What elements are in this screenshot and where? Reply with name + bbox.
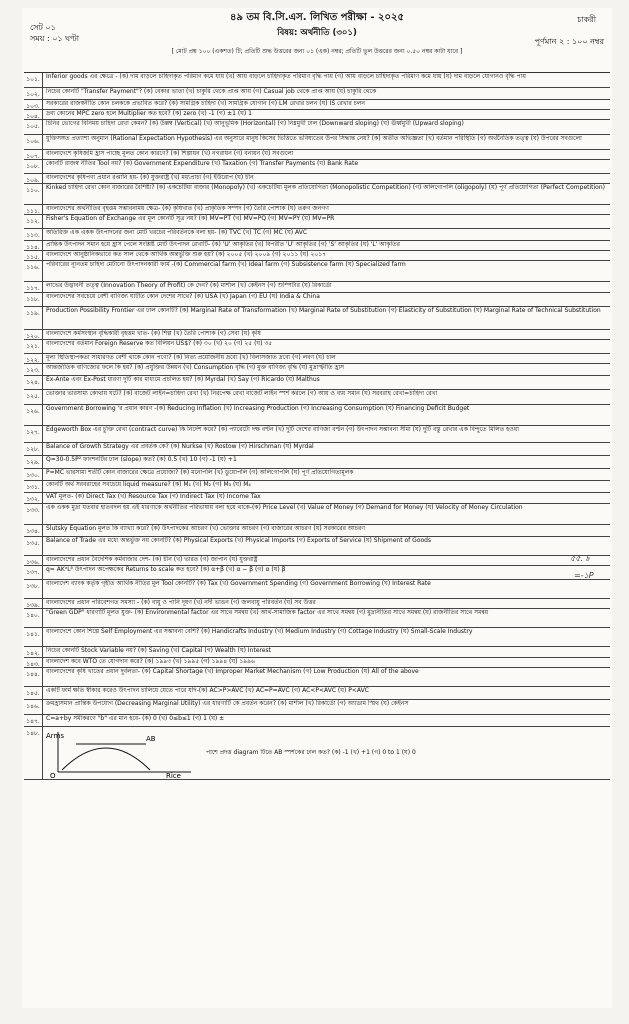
tangent-diagram <box>46 728 196 778</box>
question-row <box>24 668 610 687</box>
question-row <box>24 481 610 493</box>
question-number: ১৪৩. <box>24 658 43 667</box>
exam-code: চাকরী <box>577 15 596 24</box>
question-number: ১৩৪. <box>24 525 43 536</box>
question-row <box>24 215 610 229</box>
question-text: Edgeworth Box এর চুক্তি রেখা (contract curve) কি নির্দেশ করে? (ক) প্যারেটো দক্ষ বণ্টন (খ) দুটি দেশের বাণিজ্য বণ্টন (গ) উৎপাদন সম্ভাবনা সীমা (ঘ) দুটি বস্তু রেখার এক বিন্দুতে মিলিত হওয়া <box>46 426 519 433</box>
question-number: ১০৮. <box>24 160 43 173</box>
question-text: নিচের কোনটি Stock Variable নয়? (ক) Saving (খ) Capital (গ) Wealth (ঘ) Interest <box>46 647 272 654</box>
question-number: ১০১. <box>24 73 43 87</box>
question-row <box>24 184 610 205</box>
question-number: ১৩০. <box>24 469 43 480</box>
diagram-question <box>43 727 610 779</box>
question-number: ১১০. <box>24 184 43 204</box>
question-row <box>24 307 610 330</box>
question-number: ১২১. <box>24 340 43 353</box>
question-number: ১১৭. <box>24 282 43 292</box>
question-number: ১০৩. <box>24 100 43 109</box>
question-number: ১৪১. <box>24 628 43 646</box>
question-text: Balance of Trade এর মধ্যে অন্তর্ভুক্ত নয় কোনটি? (ক) Physical Exports (খ) Physical Imports (গ) Exports of Service (ঘ) Shipment of Goods <box>46 537 432 544</box>
question-row <box>24 727 610 780</box>
question-table <box>24 72 610 780</box>
question-number: ১০৯. <box>24 174 43 183</box>
question-row <box>24 609 610 628</box>
question-number: ১১৮. <box>24 293 43 306</box>
question-text: বাংলাদেশের প্রধান পরিবেশগত সমস্যা - (ক) বায়ু ও পানি দূষণ (খ) নদী ভাঙন (গ) জলবায়ু পরিবর্তন (ঘ) সব উত্তর <box>46 599 316 606</box>
question-row <box>24 340 610 354</box>
question-row <box>24 658 610 668</box>
question-number: ১৩৬. <box>24 556 43 565</box>
question-row <box>24 364 610 376</box>
question-text: বাংলাদেশের কৃষিপণ্য প্রধান রপ্তানি হয়- (ক) যুক্তরাষ্ট্র (খ) মধ্যপ্রাচ্য (গ) ইউরোপ (ঘ) চীন <box>46 174 254 181</box>
question-text: বাংলাদেশ কবে WTO তে যোগদান করে? (ক) ১৯৯৩ (খ) ১৯৯৫ (গ) ১৯৯৪ (ঘ) ১৯৯৬ <box>46 658 255 665</box>
question-number: ১৩২. <box>24 493 43 503</box>
exam-subject: বিষয়: অর্থনীতি (৩০১) <box>277 28 357 38</box>
question-row <box>24 687 610 700</box>
question-row <box>24 205 610 215</box>
exam-marks: পূর্ণমান ২ : ১০০ নম্বর <box>534 37 604 46</box>
question-number: ১১৪. <box>24 241 43 250</box>
question-text: বাংলাদেশ ব্যাংক কর্তৃক গৃহীত আর্থিক নীতির মূল Tool কোনটি? (ক) Tax (খ) Government Spending (গ) Government Borrowing (ঘ) Interest Rate <box>46 580 431 587</box>
question-text: আন্তর্জাতিক বাণিজ্যের ফলে কি হয়? (ক) প্রযুক্তির উন্নয়ন (খ) Consumption বৃদ্ধি (গ) মুক্ত বাণিজ্য বৃদ্ধি (ঘ) মুদ্রাস্ফীতি হ্রাস <box>46 364 345 371</box>
set-number: সেট ০১ <box>30 23 56 32</box>
question-text: বাংলাদেশের প্রধান বৈদেশিক কর্মবাজার দেশ- (ক) চীন (খ) ভারত (গ) জাপান (ঘ) যুক্তরাষ্ট্র <box>46 556 258 563</box>
question-row <box>24 390 610 405</box>
question-number: ১৪০. <box>24 609 43 627</box>
question-number: ১৩১. <box>24 481 43 492</box>
question-row <box>24 628 610 647</box>
question-number: ১৩৮. <box>24 580 43 598</box>
question-number: ১১৯. <box>24 307 43 329</box>
question-number: ১১৩. <box>24 229 43 240</box>
question-number: ১২৫. <box>24 390 43 404</box>
question-number: ১৪৭. <box>24 715 43 726</box>
question-row <box>24 537 610 556</box>
question-text: ক্রমহ্রাসমান প্রান্তিক উপযোগ (Decreasing Marginal Utility) এর ধারণাটি কে প্রবর্তন করেন? (ক) মার্শাল (খ) রিকার্ডো (গ) অ্যাডাম স্মিথ (ঘ) কেইনস <box>46 700 409 707</box>
question-number: ১৪৮. <box>24 727 43 779</box>
question-row <box>24 73 610 88</box>
question-row <box>24 504 610 525</box>
question-number: ১৪৫. <box>24 687 43 699</box>
question-number: ১১২. <box>24 215 43 228</box>
question-text: q= AKᵅLᵝ উৎপাদন অপেক্ষকের Returns to scale কত হবে? (ক) α+β (খ) α − β (গ) α (ঘ) β <box>46 566 286 573</box>
question-text: চিনির ভোগের বিনিময় চাহিদা রেখা কেমন? (ক) উল্লম্ব (Vertical) (খ) আনুভূমিক (Horizontal) (গ) নিম্নমুখী ঢাল (Downward sloping) (ঘ) ঊর্ধ্বমুখী (Upward sloping) <box>46 120 464 127</box>
handwritten-note: =-১P <box>574 571 594 580</box>
question-row <box>24 150 610 160</box>
question-row <box>24 469 610 481</box>
question-text: Balance of Growth Strategy এর প্রবর্তক কে? (ক) Nurkse (খ) Rostow (গ) Hirschman (ঘ) Myrdal <box>46 443 314 450</box>
question-text: ভোক্তার ভারসাম্য কোথায় ঘটে? (ক) বাজেট লাইন=চাহিদা রেখা (খ) নিরপেক্ষ রেখা বাজেট লাইন স্পর্শ করলে (গ) আয় ও ব্যয় সমান (ঘ) সরবরাহ রেখা=চাহিদা রেখা <box>46 390 438 397</box>
question-text: দ্রব্য কোনের MPC zero হলে Multiplier কত হবে? (ক) zero (খ) -1 (গ) ±1 (ঘ) 1 <box>46 110 252 117</box>
question-row <box>24 251 610 261</box>
question-number: ১৩৩. <box>24 504 43 524</box>
question-row <box>24 174 610 184</box>
tangent-label: AB <box>146 735 156 743</box>
question-number: ১২৭. <box>24 426 43 442</box>
handwritten-note: ৫৫. ৳ <box>570 554 590 563</box>
question-row <box>24 556 610 566</box>
question-text: একটি ফার্ম ক্ষতি স্বীকার করেও উৎপাদন চালিয়ে যেতে পারে যদি-(ক) AC>P>AVC (খ) AC=P=AVC (গ) AC<P<AVC (ঘ) P<AVC <box>46 687 369 694</box>
question-row <box>24 376 610 390</box>
question-number: ১০৪. <box>24 110 43 119</box>
question-number: ১১৫. <box>24 251 43 260</box>
question-number: ১৩৫. <box>24 537 43 555</box>
question-text: নিচের কোনটি "Transfer Payment"? (ক) বেকার ভাতা (খ) চাকুরি থেকে প্রাপ্ত আয় (গ) Casual job থেকে প্রাপ্ত আয় (ঘ) চাকুরি থেকে <box>46 88 377 95</box>
question-text: কোনটি রাজস্ব নীতির Tool নয়? (ক) Government Expenditure (খ) Taxation (গ) Transfer Payments (ঘ) Bank Rate <box>46 160 359 167</box>
question-row <box>24 426 610 443</box>
question-number: ১৪২. <box>24 647 43 657</box>
question-text: যুক্তিসঙ্গত প্রত্যাশা অনুমান (Rational Expectation Hypothesis) এর অনুসারে মানুষ কিসের ভিত্তিতে ভবিষ্যতের উপর সিদ্ধান্ত নেয়? (ক) অতীত অভিজ্ঞতা (খ) বর্তমান পরিস্থিতি (গ) অর্থনৈতিক তত্ত্ব (ঘ) উপরের সবগুলো <box>46 135 582 142</box>
question-row <box>24 700 610 715</box>
question-text: বাংলাদেশের সবচেয়ে বেশী বাণিজ্য ঘাটতি কোন দেশের সাথে? (ক) USA (খ) Japan (গ) EU (ঘ) India & China <box>46 293 320 300</box>
question-number: ১৩৭. <box>24 566 43 579</box>
question-row <box>24 120 610 135</box>
question-number: ১২০. <box>24 330 43 339</box>
question-number: ১২৪. <box>24 376 43 389</box>
question-row <box>24 580 610 599</box>
question-text: পরিবারের ন্যূনতম চাহিদা মেটানো উৎপাদনকারী ফার্ম -(ক) Commercial farm (খ) Ideal farm (গ) Subsistence farm (ঘ) Specialized farm <box>46 261 406 268</box>
question-row <box>24 229 610 241</box>
question-text: বাংলাদেশের বর্তমান Foreign Reserve কত বিলিয়ন US$? (ক) ৩০ (খ) ২০ (গ) ২৫ (ঘ) ৩৫ <box>46 340 273 347</box>
question-number: ১২২. <box>24 354 43 363</box>
question-row <box>24 330 610 340</box>
question-row <box>24 135 610 150</box>
x-axis-label: Rice <box>166 772 181 778</box>
question-text: Government Borrowing 'র প্রধান কারণ -(ক) Reducing Inflation (খ) Increasing Production (গ) Increasing Consumption (ঘ) Financing Deficit Budget <box>46 405 470 412</box>
question-text: Production Possibility Frontier এর ঢাল কোনটি? (ক) Marginal Rate of Transformation (খ) Marginal Rate of Substitution (গ) Elasticity of Substitution (ঘ) Marginal Rate of Technical Substitution <box>46 307 601 314</box>
question-text: Fisher's Equation of Exchange এর মূল কোনটি সূত্র নয়? (ক) MV=PT (খ) MV=PQ (গ) MV=PY (ঘ) MV=PR <box>46 215 335 222</box>
question-text: C=a+by সমীকরণে "b" এর মান হবে- (ক) 0 (খ) 0≤b≤1 (গ) 1 (ঘ) ± <box>46 715 225 722</box>
question-row <box>24 100 610 110</box>
question-row <box>24 261 610 282</box>
question-number: ১০৭. <box>24 150 43 159</box>
question-row <box>24 241 610 251</box>
question-row <box>24 160 610 174</box>
question-text: "Green GDP" ধারণাটি মূলত যুক্ত- (ক) Environmental factor এর সাথে সমন্বয় (খ) আর্থ-সামাজিক factor এর সাথে সমন্বয় (গ) মুদ্রানীতির সাথে সমন্বয় (ঘ) রাজনীতির সাথে সমন্বয় <box>46 609 489 616</box>
question-row <box>24 293 610 307</box>
question-text: Inferior goods এর ক্ষেত্রে - (ক) দাম বাড়লে চাহিদাকৃত পরিমাণ কমে যায় (খ) আয় বাড়লে চাহিদাকৃত পরিমাণ বৃদ্ধি পায় (গ) আয় বাড়লে চাহিদাকৃত পরিমাণ কমে যায় (ঘ) দাম বাড়লে যোগানও বৃদ্ধি পায় <box>46 73 526 80</box>
question-text: Slutsky Equation মূলত কি ব্যাখ্যা করে? (ক) উৎপাদকের আচরণ (খ) ভোক্তার আচরণ (গ) বাজারের আচরণ (ঘ) সরকারের আচরণ <box>46 525 365 532</box>
question-number: ১৩৯. <box>24 599 43 608</box>
question-number: ১১৬. <box>24 261 43 281</box>
question-text: এক একক মুদ্রা যতবার হাতবদল হয় এই ধারণাকে অর্থনীতির পরিভাষায় বলা হয়ে থাকে-(ক) Price Level (খ) Value of Money (গ) Demand for Money (ঘ) Velocity of Money Circulation <box>46 504 523 511</box>
question-number: ১০২. <box>24 88 43 99</box>
question-text: P=MC ভারসাম্য শর্তটি কোন বাজারের ক্ষেত্রে প্রযোজ্য? (ক) মনোপলি (খ) ডুয়োপলি (গ) অলিগোপলি (ঘ) পূর্ণ প্রতিযোগিতামূলক <box>46 469 354 476</box>
question-row <box>24 110 610 120</box>
question-row <box>24 456 610 469</box>
question-number: ১২৬. <box>24 405 43 425</box>
question-row <box>24 282 610 293</box>
question-row <box>24 443 610 456</box>
y-axis-label: Arms <box>46 732 65 740</box>
question-row <box>24 599 610 609</box>
question-text: বাংলাদেশের অর্থনীতির বৃহত্তম সম্ভাবনাময় ক্ষেত্র- (ক) কৃষিখাত (খ) প্রাকৃতিক সম্পদ (গ) তৈরি পোশাক (ঘ) তরুণ জনগণ <box>46 205 329 212</box>
question-text: মূল্য স্থিতিস্থাপকতা সাধারণত বেশী থাকে কোন পণ্যে? (ক) নিত্য প্রয়োজনীয় দ্রব্যে (খ) বিলাসজাত দ্রব্যে (গ) লবণ (ঘ) চাল <box>46 354 336 361</box>
question-text: কোনটি অর্থ সরবরাহের সবচেয়ে liquid measure? (ক) M₁ (খ) M₂ (গ) M₃ (ঘ) M₄ <box>46 481 251 488</box>
exam-time: সময় : ০১ ঘণ্টা <box>30 34 80 43</box>
question-text: Ex-Ante এবং Ex-Post ধারণা দুটি কার মাধ্যমে প্রচলিত হয়? (ক) Myrdal (খ) Say (গ) Ricardo (ঘ) Malthus <box>46 376 320 383</box>
question-number: ১২৮. <box>24 443 43 455</box>
question-text: বাংলাদেশে আনুষ্ঠানিকভাবে কত সাল থেকে আর্থিক অন্তর্ভুক্তি শুরু হয়? (ক) ২০০৫ (খ) ২০০৯ (গ) ২০১১ (ঘ) ২০১৭ <box>46 251 327 258</box>
exam-page <box>22 8 612 1008</box>
question-row <box>24 647 610 658</box>
origin-label: O <box>50 772 56 778</box>
question-text: বাংলাদেশে কৃষিজমি হ্রাস পাচ্ছে মূলত কোন কারণে? (ক) শিল্পায়ন (খ) নগরায়ন (গ) বনায়ন (ঘ) সবগুলো <box>46 150 294 157</box>
question-text: পাশে প্রদত্ত diagram টিতে AB স্পর্শকের ঢাল কত? (ক) -1 (খ) +1 (গ) 0 to 1 (ঘ) 0 <box>206 749 416 756</box>
question-number: ১২৯. <box>24 456 43 468</box>
question-text: বাংলাদেশের কৃষি খাতের প্রধান দুর্বলতা- (ক) Capital Shortage (খ) Improper Market Mechanism (গ) Low Production (ঘ) All of the above <box>46 668 419 675</box>
question-text: প্রান্তিক উৎপাদন সমান হয়ে হ্রাস পেলে সংশ্লিষ্ট মোট উৎপাদন রেখাটি- (ক) 'U' আকৃতির (খ) বিপরীত 'U' আকৃতির (গ) 'S' আকৃতির (ঘ) 'L' আকৃতির <box>46 241 400 248</box>
question-row <box>24 493 610 504</box>
question-number: ১৪৪. <box>24 668 43 686</box>
question-text: বাংলাদেশে কোন শিল্পে Self Employment এর সম্ভাবনা বেশি? (ক) Handicrafts Industry (খ) Medium Industry (গ) Cottage Industry (ঘ) Small-Scale Industry <box>46 628 473 635</box>
question-number: ১০৫. <box>24 120 43 134</box>
question-row <box>24 715 610 727</box>
question-row <box>24 405 610 426</box>
question-text: লাভের উদ্ভাবনী তত্ত্ব (Innovation Theory of Profit) কে দেন? (ক) মার্শাল (খ) কেইনস (গ) শুম্পিটার (ঘ) রিকার্ডো <box>46 282 332 289</box>
question-number: ১২৩. <box>24 364 43 375</box>
question-text: বাংলাদেশে কর্মসংস্থান বৃদ্ধিকারী বৃহত্তম খাত- (ক) শিল্প (খ) তৈরি পোশাক (গ) সেবা (ঘ) কৃষি <box>46 330 261 337</box>
exam-instructions: [ মোট প্রশ্ন ১০০ (একশত) টি; প্রতিটি শুদ্ধ উত্তরের জন্য ০১ (এক) নম্বর; প্রতিটি ভুল উত্তরের জন্য ০.৫০ নম্বর কাটা যাবে ] <box>171 48 463 55</box>
question-text: সরকারের রাজস্বনীতি কোন চলককে প্রভাবিত করে? (ক) সামগ্রিক চাহিদা (খ) সামগ্রিক যোগান (গ) LM রেখার চলন (ঘ) IS রেখার চলন <box>46 100 365 107</box>
question-text: Q=30-0.5P² ফাংশনটির ঢাল (slope) কত? (ক) 0.5 (খ) 10 (গ) -1 (ঘ) +1 <box>46 456 237 463</box>
exam-header <box>22 8 612 82</box>
question-text: Kinked চাহিদা রেখা কোন বাজারের বৈশিষ্ট্য? (ক) একচেটিয়া বাজার (Monopoly) (খ) একচেটিয়া মূলক প্রতিযোগিতা (Monopolistic Competition) (গ) অলিগোপলি (oligopoly) (ঘ) পূর্ণ প্রতিযোগিতা (Perfect Competition) <box>46 184 605 191</box>
question-row <box>24 525 610 537</box>
question-row <box>24 354 610 364</box>
question-number: ১১১. <box>24 205 43 214</box>
question-text: অতিরিক্ত এক একক উৎপাদনের জন্য মোট খরচের পরিবর্তনকে বলা হয়- (ক) TVC (খ) TC (গ) MC (ঘ) AVC <box>46 229 308 236</box>
question-row <box>24 88 610 100</box>
question-row <box>24 566 610 580</box>
question-number: ১০৬. <box>24 135 43 149</box>
question-number: ১৪৬. <box>24 700 43 714</box>
exam-title: ৪৯ তম বি.সি.এস. লিখিত পরীক্ষা - ২০২৫ <box>230 12 404 23</box>
question-text: VAT মূলত- (ক) Direct Tax (খ) Resource Tax (গ) Indirect Tax (ঘ) Income Tax <box>46 493 261 500</box>
